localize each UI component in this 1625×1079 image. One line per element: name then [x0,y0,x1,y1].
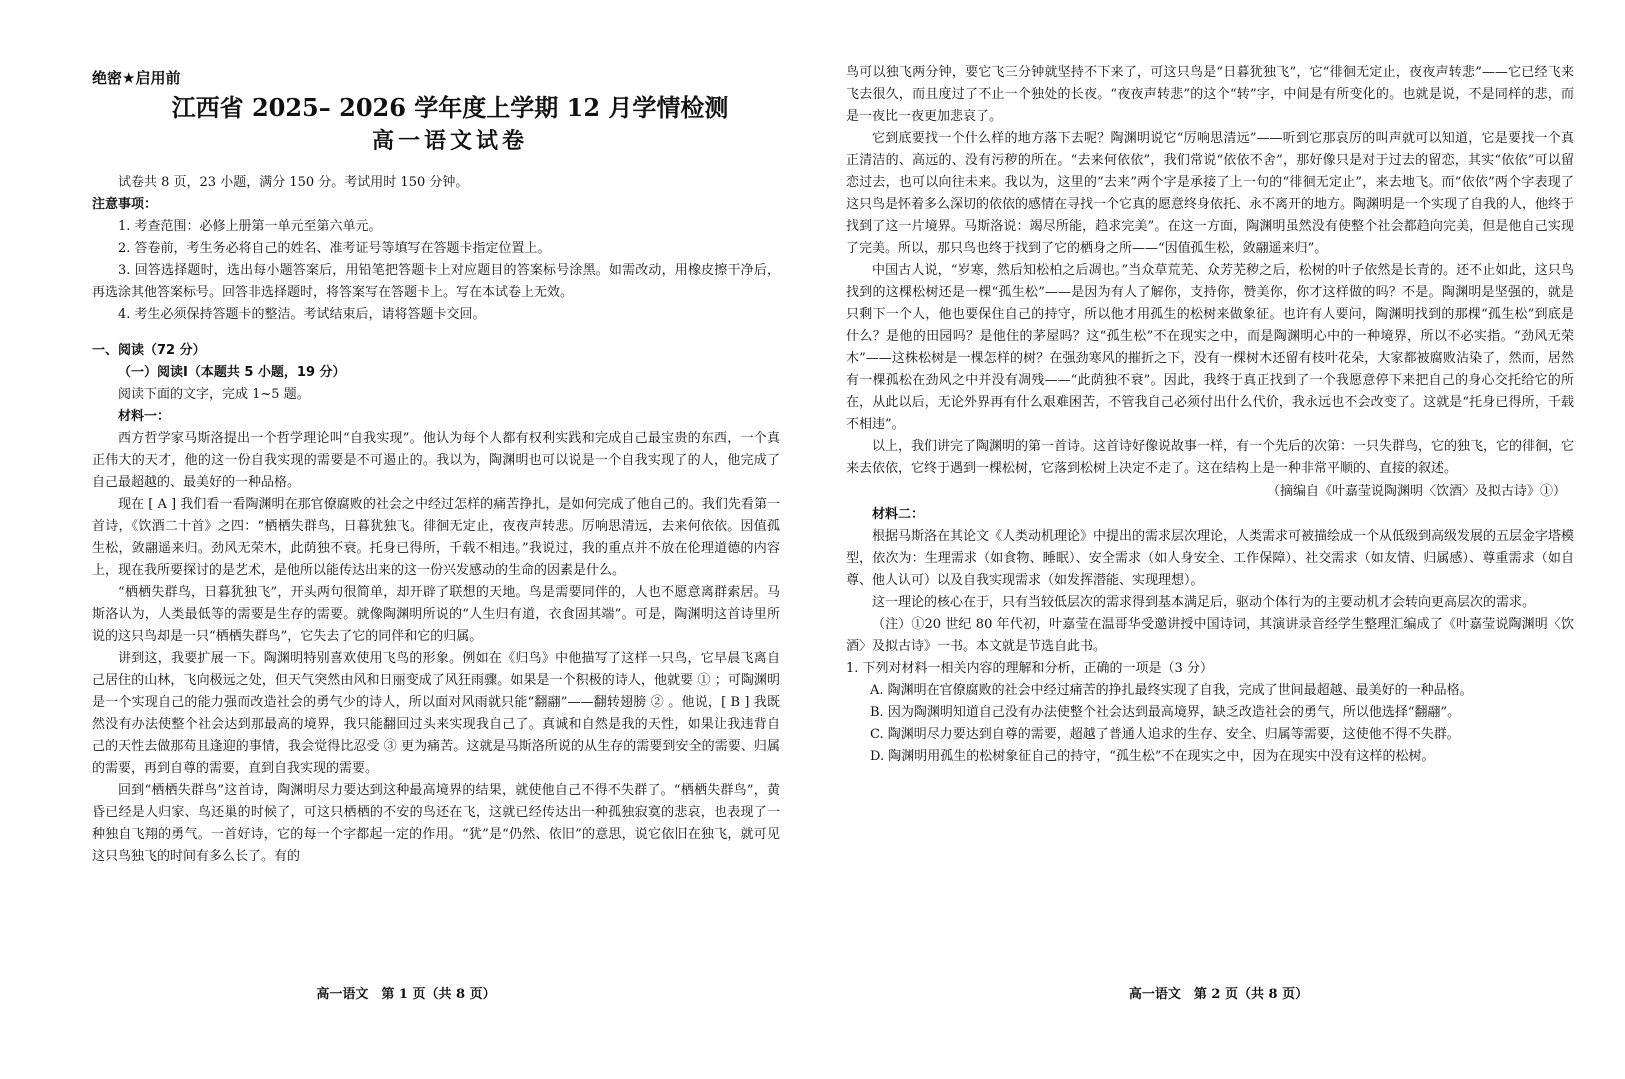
passage-paragraph: 讲到这，我要扩展一下。陶渊明特别喜欢使用飞鸟的形象。例如在《归鸟》中他描写了这样一只鸟，它早晨飞离自己居住的山林，飞向极远之处，但天气突然由风和日丽变成了风狂雨骤。如果是一个积极的诗人，他就要 ① ；可陶渊明是一个实现自己的能力强而改造社会的勇气少的诗人，所以面对风雨就只能“翻翮”——翻转翅膀 ② 。他说，[ B ] 我既然没有办法使整个社会达到那最高的境界，我只能翻回过头来实现我自己了。真诚和自然是我的天性，如果让我违背自己的天性去做那苟且逢迎的事情，我会觉得比忍受 ③ 更为痛苦。这就是马斯洛所说的从生存的需要到安全的需要、归属的需要，再到自尊的需要，直到自我实现的需要。 [92,651,780,776]
passage-paragraph: 回到“栖栖失群鸟”这首诗，陶渊明尽力要达到这种最高境界的结果，就使他自己不得不失群了。“栖栖失群鸟”，黄昏已经是人归家、鸟还巢的时候了，可这只栖栖的不安的鸟还在飞，这就已经传达出一种孤独寂寞的悲哀，也表现了一种独自飞翔的勇气。一首好诗，它的每一个字都起一定的作用。“犹”是“仍然、依旧”的意思，说它依旧在独飞，就可见这只鸟独飞的时间有多么长了。有的 [92,783,780,864]
material-two-title: 材料二： [872,507,925,522]
note-item: 1. 考查范围：必修上册第一单元至第六单元。 [118,219,382,234]
page-1-column [92,0,780,868]
passage-paragraph: 西方哲学家马斯洛提出一个哲学理论叫“自我实现”。他认为每个人都有权利实践和完成自己最宝贵的东西，一个真正伟大的天才，他的这一份自我实现的需要是不可遏止的。我以为，陶渊明也可以说是一个自我实现了的人，他完成了自己最超越的、最美好的一种品格。 [92,431,780,490]
exam-title: 江西省 2025– 2026 学年度上学期 12 月学情检测 [171,93,729,122]
answer-option-d: D. 陶渊明用孤生的松树象征自己的持守，“孤生松”不在现实之中，因为在现实中没有这样的松树。 [870,749,1435,764]
exam-intro: 试卷共 8 页，23 小题，满分 150 分。考试用时 150 分钟。 [118,175,469,190]
material-one-title: 材料一： [118,409,171,424]
secret-label: 绝密★启用前 [92,69,181,87]
reading-instruction: 阅读下面的文字，完成 1~5 题。 [118,387,310,402]
passage-paragraph-continued: 鸟可以独飞两分钟，要它飞三分钟就坚持不下来了，可这只鸟是“日暮犹独飞”，它“徘徊无定止，夜夜声转悲”——它已经飞来飞去很久，而且度过了不止一个独处的长夜。“夜夜声转悲”的这个“转”字，中间是有所变化的。也就是说，不是同样的悲，而是一夜比一夜更加悲哀了。 [846,65,1574,124]
note-item: 2. 答卷前，考生务必将自己的姓名、准考证号等填写在答题卡指定位置上。 [118,241,551,256]
passage-paragraph: 它到底要找一个什么样的地方落下去呢？陶渊明说它“厉响思清远”——听到它那哀厉的叫声就可以知道，它是要找一个真正清洁的、高远的、没有污秽的所在。“去来何依依”，我们常说“依依不舍”，那好像只是对于过去的留恋，其实“依依”可以留恋过去，也可以向往未来。我以为，这里的“去来”两个字是承接了上一句的“徘徊无定止”，来去地飞。而“依依”两个字表现了这只鸟是怀着多么深切的依依的感情在寻找一个它真的愿意终身依托、永不离开的地方。陶渊明是一个实现了自我的人，他终于找到了这一片境界。马斯洛说：竭尽所能，趋求完美”。在这一方面，陶渊明虽然没有使整个社会都趋向完美，但是他自己实现了完美。所以，那只鸟也终于找到了它的栖身之所——“因值孤生松，敛翮遥来归”。 [846,131,1575,256]
answer-option-b: B. 因为陶渊明知道自己没有办法使整个社会达到最高境界，缺乏改造社会的勇气，所以他选择“翻翮”。 [870,705,1461,720]
section-heading: 一、阅读（72 分） [92,343,206,358]
exam-page-1 [0,0,812,1079]
exam-subtitle: 高一语文试卷 [371,128,528,154]
page-2-column [846,0,1574,768]
note-item: 3. 回答选择题时，选出每小题答案后，用铅笔把答题卡上对应题目的答案标号涂黑。如需改动，用橡皮擦干净后，再选涂其他答案标号。回答非选择题时，将答案写在答题卡上。写在本试卷上无效。 [92,263,780,300]
answer-option-c: C. 陶渊明尽力要达到自尊的需要，超越了普通人追求的生存、安全、归属等需要，这使他不得不失群。 [870,727,1460,742]
footnote: （注）①20 世纪 80 年代初，叶嘉莹在温哥华受邀讲授中国诗词，其演讲录音经学生整理汇编成了《叶嘉莹说陶渊明〈饮酒〉及拟古诗》一书。本文就是节选自此书。 [846,617,1574,654]
page-footer: 高一语文 第 1 页（共 8 页） [316,987,496,1002]
question-stem: 1. 下列对材料一相关内容的理解和分析，正确的一项是（3 分） [846,661,1213,676]
passage-paragraph: 现在 [ A ] 我们看一看陶渊明在那官僚腐败的社会之中经过怎样的痛苦挣扎，是如何完成了他自己的。我们先看第一首诗，《饮酒二十首》之四：“栖栖失群鸟，日暮犹独飞。徘徊无定止，夜夜声转悲。厉响思清远，去来何依依。因值孤生松，敛翮遥来归。劲风无荣木，此荫独不衰。托身已得所，千载不相违。”我说过，我的重点并不放在伦理道德的内容上，现在我所要探讨的是艺术，是他所以能传达出来的这一份兴发感动的生命的因素是什么。 [92,497,780,578]
notes-title: 注意事项： [92,197,158,212]
exam-page-2 [812,0,1625,1079]
page-footer: 高一语文 第 2 页（共 8 页） [1128,987,1309,1002]
material-two-paragraph: 根据马斯洛在其论文《人类动机理论》中提出的需求层次理论，人类需求可被描绘成一个从低级到高级发展的五层金字塔模型，依次为：生理需求（如食物、睡眠）、安全需求（如人身安全、工作保障）、社交需求（如友情、归属感）、尊重需求（如自尊、他人认可）以及自我实现需求（如发挥潜能、实现理想）。 [846,529,1575,588]
passage-paragraph: 以上，我们讲完了陶渊明的第一首诗。这首诗好像说故事一样，有一个先后的次第：一只失群鸟，它的独飞，它的徘徊，它来去依依，它终于遇到一棵松树，它落到松树上决定不走了。这在结构上是一种非常平顺的、直接的叙述。 [846,439,1575,476]
subsection-heading: （一）阅读Ⅰ（本题共 5 小题，19 分） [118,365,346,380]
passage-paragraph: “栖栖失群鸟，日暮犹独飞”，开头两句很简单，却开辟了联想的天地。鸟是需要同伴的，人也不愿意离群索居。马斯洛认为，人类最低等的需要是生存的需要。就像陶渊明所说的“人生归有道，衣食固其端”。可是，陶渊明这首诗里所说的这只鸟却是一只“栖栖失群鸟”，它失去了它的同伴和它的归属。 [92,585,780,644]
note-item: 4. 考生必须保持答题卡的整洁。考试结束后，请将答题卡交回。 [118,307,486,322]
material-two-paragraph: 这一理论的核心在于，只有当较低层次的需求得到基本满足后，驱动个体行为的主要动机才会转向更高层次的需求。 [872,595,1536,610]
answer-option-a: A. 陶渊明在官僚腐败的社会中经过痛苦的挣扎最终实现了自我，完成了世间最超越、最美好的一种品格。 [870,683,1473,698]
source-citation: （摘编自《叶嘉莹说陶渊明〈饮酒〉及拟古诗》①） [1266,484,1566,499]
passage-paragraph: 中国古人说，“岁寒，然后知松柏之后凋也。”当众草荒芜、众芳芜秽之后，松树的叶子依然是长青的。还不止如此，这只鸟找到的这棵松树还是一棵“孤生松”——是因为有人了解你，支持你，赞美你，你才这样做的吗？不是。陶渊明是坚强的，就是只剩下一个人，他也要保住自己的持守，所以他才用孤生的松树来做象征。也许有人要问，陶渊明找到的那棵“孤生松”到底是什么？是他的田园吗？是他住的茅屋吗？这“孤生松”不在现实之中，而是陶渊明心中的一种境界，所以不必实指。“劲风无荣木”——这株松树是一棵怎样的树？在强劲寒风的摧折之下，没有一棵树木还留有枝叶花朵，大家都被腐败沾染了，然而，居然有一棵孤松在劲风之中并没有凋残——“此荫独不衰”。因此，我终于真正找到了一个我愿意停下来把自己的身心交托给它的所在，从此以后，无论外界再有什么艰难困苦，不管我自己必须付出什么代价，我永远也不会改变了。这就是“托身已得所，千载不相违”。 [846,263,1574,432]
